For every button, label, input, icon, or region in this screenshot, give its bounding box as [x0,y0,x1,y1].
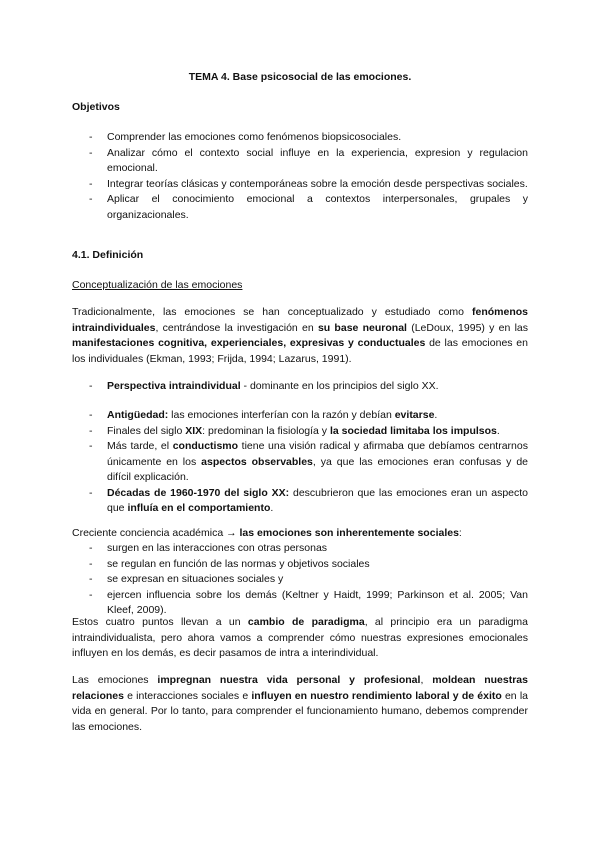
creciente-list [72,541,528,619]
list-item: - Aplicar el conocimiento emocional a contextos interpersonales, grupales y organizacionales. [72,192,528,223]
list-item: - Comprender las emociones como fenómenos biopsicosociales. [72,130,528,146]
section-heading: 4.1. Definición [72,249,144,261]
list-item: - se expresan en situaciones sociales y [72,572,528,588]
section-subheading: Conceptualización de las emociones [72,279,243,291]
list-item: - Antigüedad: las emociones interferían con la razón y debían evitarse. [72,408,528,424]
intro-paragraph: Tradicionalmente, las emociones se han conceptualizado y estudiado como fenómenos intraindividuales, centrándose la investigación en su base neuronal (LeDoux, 1995) y en las manifestaciones cognitiva, experienciales, expresivas y conductuales de las emociones en los individuales (Ekman, 1993; Frijda, 1994; Lazarus, 1991). [72,306,528,365]
objetivos-list [72,130,528,223]
list-item: - se regulan en función de las normas y objetivos sociales [72,557,528,573]
list-item: - Perspectiva intraindividual - dominante en los principios del siglo XX. [72,379,528,395]
history-list [72,408,528,517]
paradigma-paragraph: Estos cuatro puntos llevan a un cambio de paradigma, al principio era un paradigma intraindividualista, pero ahora vamos a comprender cómo nuestras expresiones emocionales influyen en los demás, es decir pasamos de intra a interindividual. [72,616,528,659]
perspectiva-list [72,379,528,395]
objetivos-heading: Objetivos [72,101,120,113]
list-item: - surgen en las interacciones con otras personas [72,541,528,557]
list-item: - Finales del siglo XIX: predominan la fisiología y la sociedad limitaba los impulsos. [72,424,528,440]
list-item: - Integrar teorías clásicas y contemporáneas sobre la emoción desde perspectivas sociales. [72,177,528,193]
list-item: - Décadas de 1960-1970 del siglo XX: descubrieron que las emociones eran un aspecto que influía en el comportamiento. [72,486,528,517]
creciente-paragraph: Creciente conciencia académica → las emociones son inherentemente sociales: [72,527,462,539]
document-title: TEMA 4. Base psicosocial de las emociones. [188,71,412,83]
list-item: - Más tarde, el conductismo tiene una visión radical y afirmaba que debíamos centrarnos únicamente en los aspectos observables, ya que las emociones eran confusas y de difícil explicación. [72,439,528,486]
list-item: - Analizar cómo el contexto social influye en la experiencia, expresion y regulacion emocional. [72,146,528,177]
final-paragraph: Las emociones impregnan nuestra vida personal y profesional, moldean nuestras relaciones e interacciones sociales e influyen en nuestro rendimiento laboral y de éxito en la vida en general. Por lo tanto, para comprender el funcionamiento humano, debemos comprender las emociones. [72,674,529,733]
list-item: - ejercen influencia sobre los demás (Keltner y Haidt, 1999; Parkinson et al. 2005; Van Kleef, 2009). [72,588,528,619]
